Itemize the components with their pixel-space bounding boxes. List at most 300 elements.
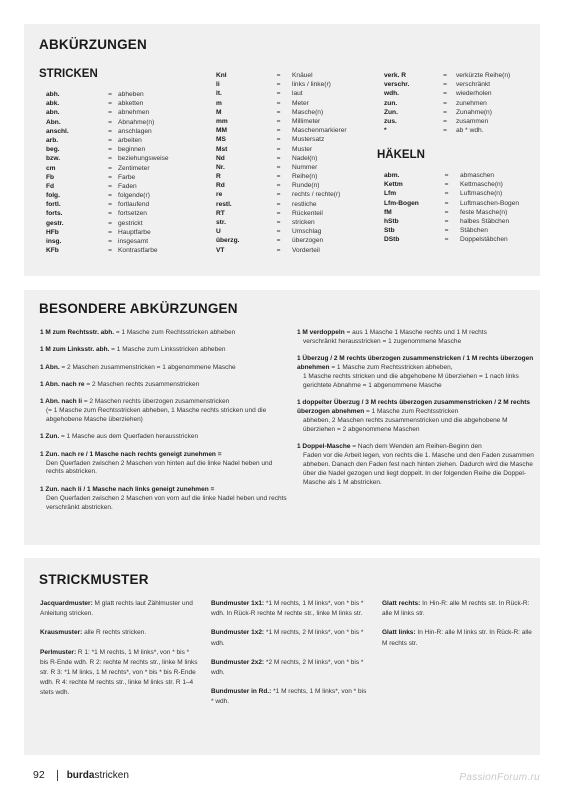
pattern-instructions: *1 M rechts, 2 M links*, von * bis * wdh.: [211, 629, 364, 647]
stitch-patterns-title: STRICKMUSTER: [39, 572, 149, 587]
pattern-item: [40, 648, 198, 699]
equals-sign: =: [444, 199, 449, 207]
pattern-name: Glatt links:: [382, 629, 416, 637]
abbr-term: li: [216, 81, 220, 89]
pattern-item: [211, 658, 367, 678]
equals-sign: =: [108, 136, 112, 144]
abbr-meaning: arbeiten: [118, 136, 142, 144]
abbr-term: beg.: [46, 146, 60, 154]
abbr-row: [46, 164, 169, 173]
abbr-term: überzg.: [216, 237, 240, 245]
abbr-row: [46, 118, 169, 127]
abbr-meaning: zusammen: [456, 117, 489, 125]
special-abbr-item: [40, 398, 288, 425]
abbr-meaning: Luftmasche(n): [460, 190, 503, 198]
pattern-name: Perlmuster:: [40, 648, 77, 656]
abbr-row: [216, 71, 347, 80]
abbr-row: [46, 228, 169, 237]
pattern-item: [382, 628, 532, 648]
equals-sign: =: [108, 210, 112, 218]
special-abbr-definition: = aus 1 Masche 1 Masche rechts und 1 M rechts: [344, 329, 487, 336]
abbr-meaning: Knäuel: [292, 72, 313, 79]
abbr-meaning: Kontrastfarbe: [118, 247, 158, 255]
abbr-row: [46, 237, 169, 246]
abbr-row: [384, 171, 519, 180]
equals-sign: =: [276, 209, 281, 217]
abbr-term: M: [216, 108, 222, 116]
abbr-row: [216, 236, 347, 245]
abbr-row: [46, 136, 169, 145]
abbr-term: KFb: [46, 247, 59, 255]
special-abbr-item: [40, 381, 288, 390]
special-right-column: [297, 329, 537, 496]
special-abbr-item: [297, 355, 537, 391]
special-abbr-item: [40, 364, 288, 373]
abbr-term: abh.: [46, 91, 60, 98]
abbreviations-title: ABKÜRZUNGEN: [39, 37, 147, 52]
special-abbreviations-section: [24, 290, 540, 545]
crochet-subtitle: HÄKELN: [377, 149, 425, 161]
abbr-meaning: Vorderteil: [292, 246, 320, 254]
abbr-row: [216, 80, 347, 89]
pattern-item: [211, 687, 367, 707]
equals-sign: =: [108, 201, 112, 209]
abbr-meaning: Maschenmarkierer: [292, 127, 347, 135]
special-abbr-term: 1 Abn. nach li: [40, 398, 83, 406]
special-abbr-term: 1 Doppel-Masche: [297, 443, 351, 451]
special-abbr-term: 1 M zum Linksstr. abh.: [40, 346, 110, 354]
abbr-meaning: fortlaufend: [118, 201, 150, 209]
pattern-instructions: In Hin-R: alle M links str. In Rück-R: alle M rechts str.: [382, 629, 532, 647]
equals-sign: =: [276, 228, 281, 236]
abbr-term: Lfm: [384, 190, 397, 198]
abbr-meaning: laut: [292, 90, 303, 98]
special-abbr-item: [40, 346, 288, 355]
abbr-meaning: gestrickt: [118, 219, 143, 227]
special-abbr-definition: = 1 Masche zum Rechtsstricken abheben: [114, 329, 236, 336]
pattern-name: Bundmuster 1x2:: [211, 629, 265, 637]
abbr-row: [46, 108, 169, 117]
special-abbr-definition: = Nach dem Wenden am Reihen-Beginn den: [350, 443, 482, 451]
abbr-meaning: Kettmasche(n): [460, 181, 503, 189]
knitting-subtitle: STRICKEN: [39, 68, 98, 80]
abbr-meaning: Mustersatz: [292, 136, 325, 144]
abbr-row: [46, 154, 169, 163]
abbr-meaning: Zentimeter: [118, 164, 150, 172]
equals-sign: =: [276, 81, 281, 89]
abbr-term: Lfm-Bogen: [384, 199, 419, 207]
special-abbr-continuation: abheben, 2 Maschen rechts zusammenstricken und die abgehobene M überziehen = 2 abgenommene Maschen: [303, 417, 508, 433]
abbr-term: anschl.: [46, 127, 69, 135]
equals-sign: =: [443, 90, 447, 98]
pattern-instructions: alle R rechts stricken.: [82, 629, 147, 637]
abbr-meaning: überzogen: [292, 237, 324, 245]
abbr-row: [384, 117, 510, 126]
abbr-term: cm: [46, 164, 56, 172]
abbr-term: DStb: [384, 236, 400, 244]
equals-sign: =: [443, 99, 447, 107]
abbr-term: Rd: [216, 182, 225, 190]
special-abbr-continuation: verschränkt herausstricken = 1 zugenommene Masche: [303, 337, 462, 345]
abbr-row: [216, 108, 347, 117]
abbr-row: [216, 227, 347, 236]
equals-sign: =: [108, 238, 112, 245]
abbr-meaning: Nummer: [292, 163, 318, 171]
special-abbr-continuation: Den Querfaden zwischen 2 Maschen von hinten auf die linke Nadel heben und rechts abstricken.: [46, 459, 273, 476]
equals-sign: =: [444, 227, 449, 235]
equals-sign: =: [276, 108, 281, 116]
pattern-item: [382, 599, 532, 619]
abbr-meaning: feste Masche(n): [460, 208, 508, 216]
brand-logo: [67, 770, 129, 781]
equals-sign: =: [276, 191, 281, 199]
equals-sign: =: [108, 173, 112, 181]
equals-sign: =: [444, 190, 449, 198]
abbr-term: gestr.: [46, 219, 64, 227]
special-abbr-definition: = 2 Maschen rechts zusammenstricken: [84, 380, 200, 388]
abbr-meaning: Abnahme(n): [118, 118, 155, 126]
abbr-term: U: [216, 228, 221, 236]
abbr-row: [384, 99, 510, 108]
equals-sign: =: [276, 200, 281, 208]
abbr-meaning: Umschlag: [292, 228, 322, 236]
special-left-column: [40, 329, 288, 521]
pattern-instructions: M glatt rechts laut Zählmuster und Anleitung stricken.: [40, 600, 193, 618]
abbr-meaning: Rückenteil: [292, 209, 323, 217]
abbr-row: [216, 163, 347, 172]
equals-sign: =: [276, 136, 281, 144]
equals-sign: =: [443, 72, 447, 79]
abbr-row: [384, 71, 510, 80]
abbr-row: [216, 190, 347, 199]
abbr-meaning: fortsetzen: [118, 210, 147, 218]
equals-sign: =: [276, 182, 281, 190]
abbr-term: zus.: [384, 117, 397, 125]
special-abbreviations-title: BESONDERE ABKÜRZUNGEN: [39, 301, 238, 316]
special-abbr-term: 1 Abn. nach re: [40, 380, 85, 388]
special-abbr-definition: = 1 Masche zum Rechtsstricken abheben,: [329, 364, 453, 372]
footer-divider: [57, 770, 58, 781]
abbr-row: [46, 246, 169, 255]
abbr-term: Fb: [46, 173, 55, 181]
abbr-row: [46, 145, 169, 154]
pattern-name: Krausmuster:: [40, 629, 83, 637]
abbr-meaning: Stäbchen: [460, 227, 488, 235]
abbr-column-1: [46, 90, 169, 255]
special-abbr-continuation: 1 Masche rechts stricken und die abgehobene M überziehen = 1 nach links gerichtete Abnahme = 1 abgenommene Masche: [303, 373, 519, 389]
equals-sign: =: [108, 219, 112, 227]
abbr-column-3: [384, 71, 510, 135]
equals-sign: =: [108, 247, 112, 255]
equals-sign: =: [108, 182, 112, 190]
abbr-term: Mst: [216, 145, 228, 153]
pattern-name: Glatt rechts:: [382, 600, 421, 607]
equals-sign: =: [108, 127, 112, 135]
abbr-term: VT: [216, 246, 225, 254]
patterns-column-2: [211, 599, 367, 717]
abbr-term: Knl: [216, 72, 227, 79]
abbr-row: [216, 126, 347, 135]
abbr-term: Nd: [216, 154, 225, 162]
abbr-term: zun.: [384, 99, 398, 107]
pattern-name: Jacquardmuster:: [40, 600, 93, 607]
special-abbr-term: 1 Überzug / 2 M rechts überzogen zusammenstricken / 1 M rechts überzogen abnehmen: [297, 355, 534, 372]
equals-sign: =: [108, 155, 112, 163]
equals-sign: =: [443, 117, 447, 125]
equals-sign: =: [276, 246, 281, 254]
special-abbr-definition: = 2 Maschen zusammenstricken = 1 abgenommene Masche: [59, 363, 236, 371]
abbr-meaning: Nadel(n): [292, 154, 318, 162]
abbr-row: [216, 154, 347, 163]
abbr-term: lt.: [216, 90, 222, 98]
abbr-meaning: links / linke(r): [292, 81, 331, 89]
special-abbr-term: 1 M verdoppeln: [297, 329, 345, 336]
equals-sign: =: [108, 109, 112, 117]
abbr-row: [384, 89, 510, 98]
special-abbr-item: [40, 486, 288, 513]
abbr-row: [384, 235, 519, 244]
abbr-row: [384, 226, 519, 235]
abbr-term: re: [216, 191, 223, 199]
abbr-term: Stb: [384, 227, 395, 235]
abbr-term: Zun.: [384, 108, 398, 116]
special-abbr-term: 1 doppelter Überzug / 3 M rechts überzogen zusammenstricken / 2 M rechts überzogen abnehmen: [297, 399, 530, 416]
abbr-row: [384, 126, 510, 135]
special-abbr-definition: = 1 Masche zum Rechtsstricken: [364, 408, 459, 416]
page-number: 92: [33, 769, 45, 781]
equals-sign: =: [444, 208, 449, 216]
abbr-term: RT: [216, 209, 225, 217]
abbr-meaning: Runde(n): [292, 182, 320, 190]
pattern-item: [211, 628, 367, 648]
equals-sign: =: [276, 237, 281, 245]
abbr-meaning: verschränkt: [456, 81, 491, 89]
abbr-row: [216, 181, 347, 190]
equals-sign: =: [276, 163, 281, 171]
abbr-meaning: insgesamt: [118, 238, 149, 245]
abbr-meaning: anschlagen: [118, 127, 152, 135]
abbr-term: R: [216, 173, 221, 181]
equals-sign: =: [108, 146, 112, 154]
abbr-row: [384, 80, 510, 89]
abbr-row: [46, 127, 169, 136]
abbr-term: insg.: [46, 238, 62, 245]
pattern-instructions: R 1: *1 M rechts, 1 M links*, von * bis * bis R-Ende wdh. R 2: rechte M rechts str., linke M links str. R 3: *1 M links, 1 M rechts*, von * bis * bis R-Ende wdh. R 4: rechte M rechts str., linke M links str. R 1–4 stets wdh.: [40, 648, 198, 697]
special-abbr-definition: = 2 Maschen rechts überzogen zusammenstricken: [82, 398, 230, 406]
brand-light: stricken: [94, 769, 129, 781]
abbr-row: [216, 99, 347, 108]
abbr-term: arb.: [46, 136, 59, 144]
special-abbr-term: 1 Abn.: [40, 363, 60, 371]
abbr-row: [46, 99, 169, 108]
abbr-term: MS: [216, 136, 226, 144]
abbr-meaning: Reihe(n): [292, 173, 318, 181]
brand-bold: burda: [66, 769, 95, 781]
special-abbr-term: 1 Zun. nach re / 1 Masche nach rechts geneigt zunehmen =: [40, 450, 222, 458]
abbr-meaning: verkürzte Reihe(n): [456, 72, 511, 79]
abbr-meaning: Masche(n): [292, 108, 324, 116]
abbreviations-section: [24, 24, 540, 276]
abbr-meaning: folgende(r): [118, 192, 150, 200]
abbr-meaning: zunehmen: [456, 99, 487, 107]
abbr-row: [384, 208, 519, 217]
abbr-row: [46, 182, 169, 191]
abbr-term: fortl.: [46, 201, 61, 209]
special-abbr-item: [40, 451, 288, 478]
stitch-patterns-section: [24, 558, 540, 755]
special-abbr-item: [297, 443, 537, 488]
patterns-column-1: [40, 599, 198, 708]
special-abbr-definition: = 1 Masche aus dem Querfaden herausstricken: [59, 433, 199, 441]
abbr-term: wdh.: [384, 90, 400, 98]
special-abbr-term: 1 M zum Rechtsstr. abh.: [40, 329, 115, 336]
equals-sign: =: [443, 127, 447, 135]
special-abbr-term: 1 Zun. nach li / 1 Masche nach links geneigt zunehmen =: [40, 485, 215, 493]
abbr-row: [216, 145, 347, 154]
abbr-term: forts.: [46, 210, 63, 218]
abbr-term: *: [384, 127, 387, 135]
abbr-term: verk. R: [384, 72, 406, 79]
abbr-row: [384, 108, 510, 117]
abbr-meaning: abheben: [118, 91, 144, 98]
pattern-name: Bundmuster in Rd.:: [211, 688, 272, 696]
abbr-term: bzw.: [46, 155, 61, 163]
abbr-meaning: wiederholen: [456, 90, 492, 98]
abbr-term: fM: [384, 208, 392, 216]
abbr-meaning: Doppelstäbchen: [460, 236, 508, 244]
abbr-row: [46, 209, 169, 218]
equals-sign: =: [443, 81, 447, 89]
abbr-row: [46, 90, 169, 99]
abbr-meaning: Zunahme(n): [456, 108, 492, 116]
pattern-item: [211, 599, 367, 619]
abbr-meaning: rechts / rechte(r): [292, 191, 341, 199]
abbr-row: [384, 199, 519, 208]
abbr-term: Nr.: [216, 163, 225, 171]
pattern-instructions: *1 M rechts, 1 M links*, von * bis * wdh.: [211, 688, 367, 706]
abbr-meaning: halbes Stäbchen: [460, 217, 510, 225]
abbr-meaning: beginnen: [118, 146, 146, 154]
equals-sign: =: [444, 172, 449, 179]
abbr-row: [216, 246, 347, 255]
abbr-row: [384, 180, 519, 189]
abbr-meaning: beziehungsweise: [118, 155, 169, 163]
abbr-row: [216, 209, 347, 218]
equals-sign: =: [276, 90, 281, 98]
equals-sign: =: [108, 164, 112, 172]
special-abbr-item: [40, 329, 288, 338]
special-abbr-continuation: Faden vor die Arbeit legen, von rechts die 1. Masche und den Faden zusammen abheben. Danach den Faden fest nach hinten ziehen. Dadurch wird die Masche über die Nadel gezogen und liegt doppelt. In der folgenden Reihe die Doppel-Masche als 1 M abstricken.: [303, 452, 534, 486]
equals-sign: =: [443, 108, 447, 116]
watermark: PassionForum.ru: [459, 772, 540, 783]
abbr-term: MM: [216, 127, 227, 135]
abbr-column-2: [216, 71, 347, 255]
special-abbr-term: 1 Zun.: [40, 433, 60, 441]
abbr-row: [216, 218, 347, 227]
pattern-name: Bundmuster 2x2:: [211, 658, 265, 666]
abbr-meaning: Luftmaschen-Bogen: [460, 199, 520, 207]
special-abbr-continuation: (= 1 Masche zum Rechtsstricken abheben, 1 Masche rechts stricken und die abgehobene Masche überziehen): [46, 407, 267, 423]
abbr-row: [46, 191, 169, 200]
abbr-row: [216, 135, 347, 144]
abbr-term: abk.: [46, 100, 60, 108]
abbr-term: m: [216, 99, 222, 107]
abbr-row: [384, 217, 519, 226]
equals-sign: =: [444, 217, 449, 225]
abbr-row: [216, 89, 347, 98]
special-abbr-item: [40, 433, 288, 442]
abbr-meaning: Millimeter: [292, 117, 321, 125]
abbr-term: verschr.: [384, 81, 410, 89]
abbr-meaning: Farbe: [118, 173, 136, 181]
pattern-instructions: *2 M rechts, 2 M links*, von * bis * wdh.: [211, 658, 364, 677]
pattern-item: [40, 599, 198, 619]
abbr-meaning: stricken: [292, 219, 315, 226]
equals-sign: =: [276, 127, 281, 135]
abbr-term: mm: [216, 117, 228, 125]
equals-sign: =: [108, 91, 112, 98]
abbr-term: Fd: [46, 182, 55, 190]
equals-sign: =: [108, 118, 112, 126]
equals-sign: =: [276, 145, 281, 153]
equals-sign: =: [276, 219, 281, 226]
abbr-meaning: Hauptfarbe: [118, 228, 151, 236]
abbr-meaning: abmaschen: [460, 172, 495, 179]
equals-sign: =: [276, 154, 281, 162]
abbr-term: HFb: [46, 228, 59, 236]
abbr-meaning: restliche: [292, 200, 317, 208]
equals-sign: =: [444, 236, 449, 244]
abbr-term: Kettm: [384, 181, 403, 189]
page-footer: [33, 769, 129, 781]
equals-sign: =: [276, 173, 281, 181]
abbr-row: [216, 117, 347, 126]
abbr-row: [46, 219, 169, 228]
abbr-row: [216, 172, 347, 181]
equals-sign: =: [444, 181, 449, 189]
patterns-column-3: [382, 599, 532, 658]
abbr-meaning: abketten: [118, 100, 144, 108]
abbr-column-4: [384, 171, 519, 245]
special-abbr-continuation: Den Querfaden zwischen 2 Maschen von vorn auf die linke Nadel heben und rechts verschränkt abstricken.: [46, 494, 287, 511]
equals-sign: =: [108, 228, 112, 236]
abbr-row: [46, 200, 169, 209]
abbr-row: [384, 189, 519, 198]
equals-sign: =: [276, 99, 281, 107]
equals-sign: =: [108, 192, 112, 200]
abbr-term: hStb: [384, 217, 399, 225]
pattern-instructions: In Hin-R: alle M rechts str. In Rück-R: alle M links str.: [382, 600, 530, 618]
abbr-row: [46, 173, 169, 182]
special-abbr-item: [297, 329, 537, 347]
abbr-row: [216, 200, 347, 209]
pattern-instructions: *1 M rechts, 1 M links*, von * bis * wdh. In Rück-R rechte M rechte str., linke M links str.: [211, 600, 364, 618]
abbr-term: abn.: [46, 109, 60, 117]
abbr-term: restl.: [216, 200, 232, 208]
equals-sign: =: [276, 117, 281, 125]
pattern-item: [40, 628, 198, 638]
abbr-term: folg.: [46, 192, 60, 200]
abbr-term: Abn.: [46, 118, 61, 126]
abbr-term: str.: [216, 219, 226, 226]
equals-sign: =: [108, 100, 112, 108]
equals-sign: =: [276, 72, 281, 79]
abbr-meaning: Muster: [292, 145, 313, 153]
abbr-meaning: abnehmen: [118, 109, 150, 117]
abbr-meaning: Faden: [118, 182, 137, 190]
special-abbr-item: [297, 399, 537, 435]
abbr-term: abm.: [384, 172, 400, 179]
